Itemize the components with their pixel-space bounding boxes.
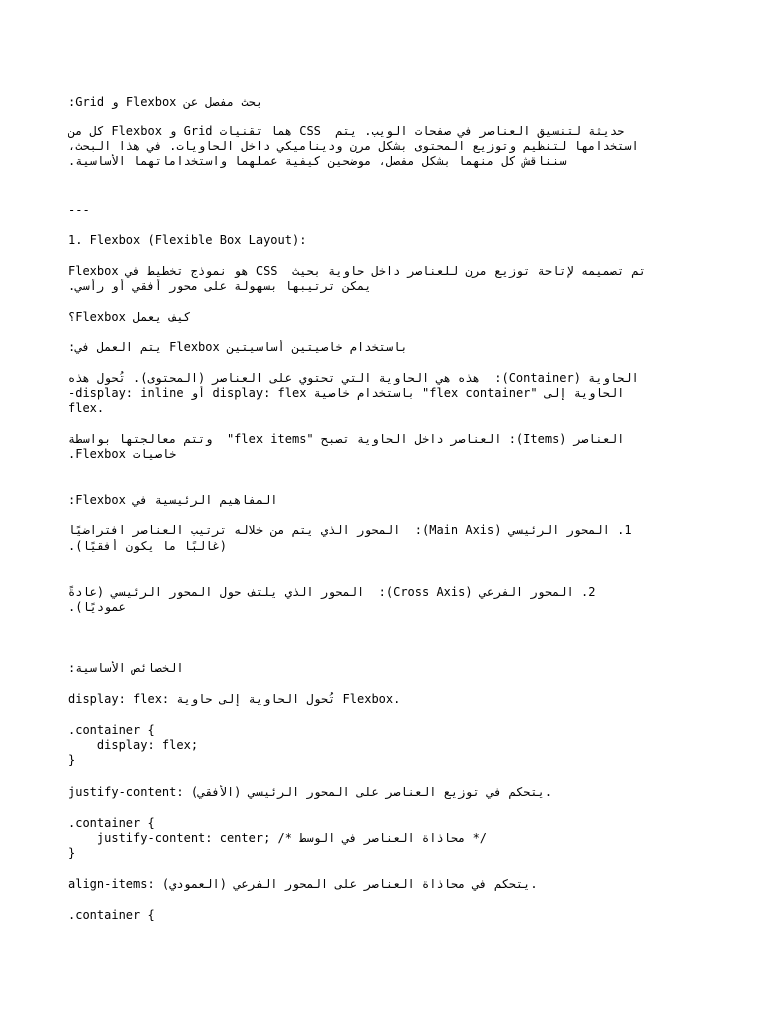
code-line: .container { (68, 816, 155, 830)
paragraph-line: العناصر (Items): العناصر داخل الحاوية تصبح "flex items" وتتم معالجتها بواسطة (68, 432, 625, 446)
paragraph-line: تم تصميمه لإتاحة توزيع مرن للعناصر داخل حاوية بحيث CSS هو نموذج تخطيط في Flexbox (68, 264, 647, 278)
paragraph-line: الحاوية إلى "flex container" باستخدام خاصية display: flex أو display: inline- (68, 386, 625, 400)
paragraph-line: display: flex: تُحول الحاوية إلى حاوية Flexbox. (68, 692, 401, 706)
code-line: } (68, 753, 76, 767)
paragraph-line: خاصيات Flexbox. (68, 447, 177, 461)
list-item: 2. المحور الفرعي (Cross Axis): المحور الذي يلتف حول المحور الرئيسي (عادةً (68, 585, 596, 599)
paragraph-line: باستخدام خاصيتين أساسيتين Flexbox يتم العمل في: (68, 340, 408, 354)
list-item: 1. المحور الرئيسي (Main Axis): المحور الذي يتم من خلاله ترتيب العناصر افتراضيًا (68, 523, 632, 537)
subheading: المفاهيم الرئيسية في Flexbox: (68, 493, 278, 507)
subheading: الخصائص الأساسية: (68, 661, 184, 675)
paragraph-line: align-items: يتحكم في محاذاة العناصر على المحور الفرعي (العمودي). (68, 877, 538, 891)
paragraph-line: حديثة لتنسيق العناصر في صفحات الويب. يتم CSS هما تقنيات Grid و Flexbox كل من (68, 124, 625, 138)
paragraph-line: flex. (68, 401, 105, 415)
separator: --- (68, 203, 90, 217)
paragraph-line: justify-content: يتحكم في توزيع العناصر على المحور الرئيسي (الأفقي). (68, 785, 553, 799)
code-line: .container { (68, 908, 155, 922)
paragraph-line: استخدامها لتنظيم وتوزيع المحتوى بشكل مرن وديناميكي داخل الحاويات. في هذا البحث، (68, 139, 639, 153)
paragraph-line: سنناقش كل منهما بشكل مفصل، موضحين كيفية عملهما واستخداماتهما الأساسية. (68, 154, 567, 168)
document-heading: بحث مفصل عن Flexbox و Grid: (68, 95, 264, 109)
code-line: display: flex; (68, 738, 199, 752)
code-line: justify-content: center; /* محاذاة العناصر في الوسط */ (68, 831, 488, 845)
code-line: .container { (68, 723, 155, 737)
list-item: عموديًا). (68, 600, 126, 614)
list-item: (غالبًا ما يكون أفقيًا). (68, 539, 227, 553)
code-line: } (68, 846, 76, 860)
subheading: كيف يعمل Flexbox؟ (68, 310, 191, 324)
paragraph-line: يمكن ترتيبها بسهولة على محور أفقي أو رأسي. (68, 279, 372, 293)
section-heading: 1. Flexbox (Flexible Box Layout): (68, 233, 307, 247)
paragraph-line: الحاوية (Container): هذه هي الحاوية التي تحتوي على العناصر (المحتوى). تُحول هذه (68, 371, 639, 385)
